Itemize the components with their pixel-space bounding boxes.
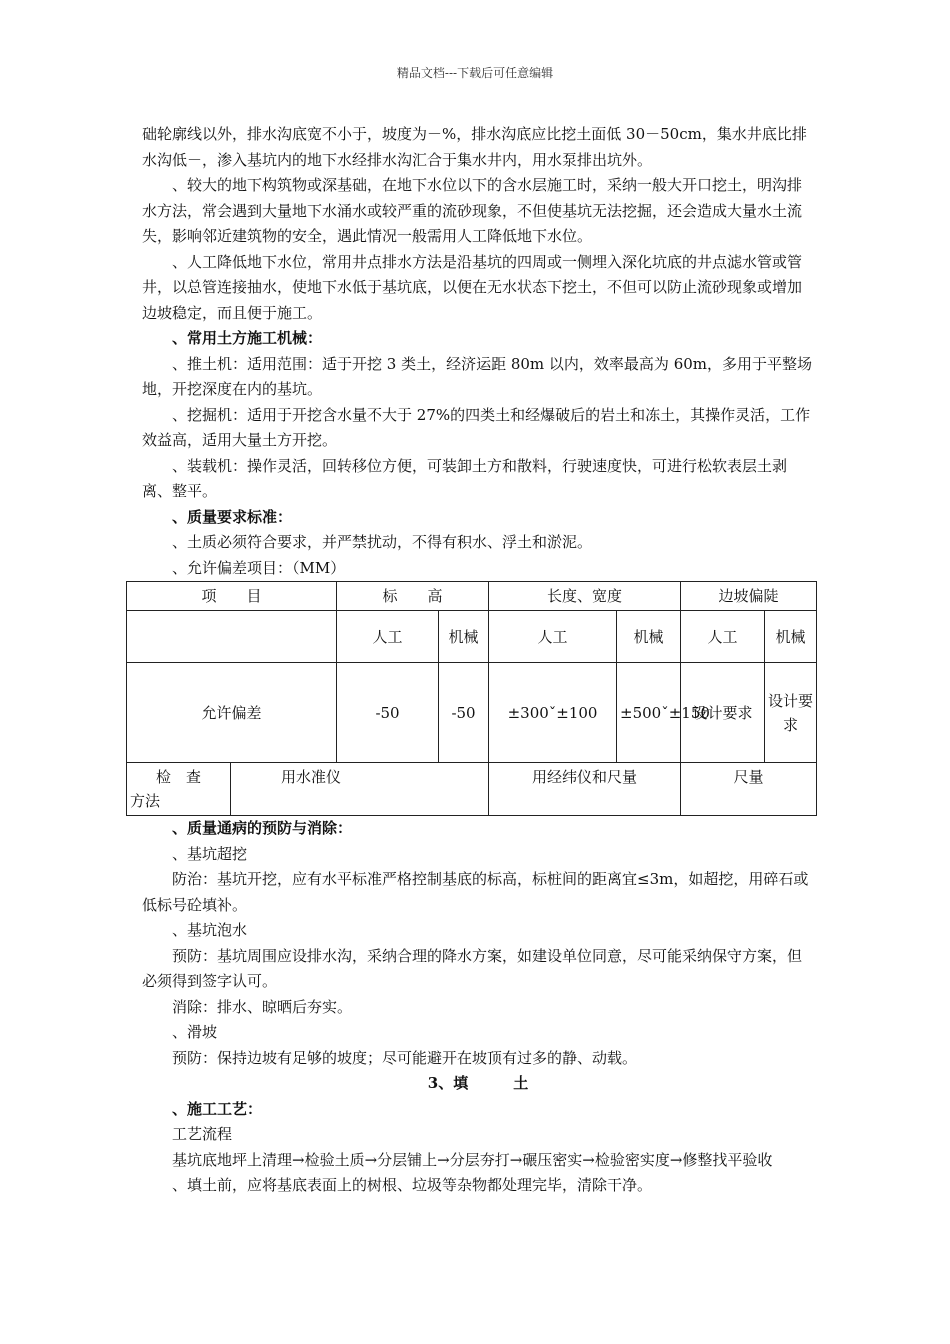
paragraph: 、挖掘机：适用于开挖含水量不大于 27%的四类土和经爆破后的岩土和冻土，其操作灵活，工作效益高，适用大量土方开挖。	[142, 405, 811, 449]
paragraph: 、基坑超挖	[172, 844, 248, 863]
paragraph: 、推土机：适用范围：适于开挖 3 类土，经济运距 80m 以内，效率最高为 60m，多用于平整场地，开挖深度在内的基坑。	[142, 354, 813, 398]
paragraph: 预防：基坑周围应设排水沟，采纳合理的降水方案，如建设单位同意，尽可能采纳保守方案，但必须得到签字认可。	[142, 946, 803, 990]
paragraph: 础轮廓线以外，排水沟底宽不小于，坡度为－%，排水沟底应比挖土面低 30－50cm，集水井底比排水沟低－，渗入基坑内的地下水经排水沟汇合于集水井内，用水泵排出坑外。	[142, 125, 807, 169]
table-subheader-manual: 人工	[489, 611, 617, 663]
table-subheader-manual: 人工	[337, 611, 439, 663]
section-title: 3、填 土	[427, 1074, 529, 1092]
paragraph: 、滑坡	[172, 1023, 218, 1041]
table-cell: -50	[337, 663, 439, 763]
table-subheader-machine: 机械	[617, 611, 681, 663]
table-check-length: 用经纬仪和尺量	[489, 763, 681, 816]
table-header-item: 项 目	[127, 582, 337, 611]
table-header-length-width: 长度、宽度	[489, 582, 681, 611]
paragraph: 、土质必须符合要求，并严禁扰动，不得有积水、浮土和淤泥。	[172, 533, 593, 551]
paragraph: 、填土前，应将基底表面上的树根、垃圾等杂物都处理完毕，清除干净。	[172, 1176, 653, 1194]
section-heading: 、施工工艺：	[172, 1099, 263, 1118]
paragraph: 、基坑泡水	[172, 921, 248, 939]
table-cell: ±300ˇ±100	[489, 663, 617, 763]
paragraph: 、装载机：操作灵活，回转移位方便，可装卸土方和散料，行驶速度快，可进行松软表层土剥离、整平。	[142, 456, 788, 500]
table-cell-empty	[127, 611, 337, 663]
paragraph: 、人工降低地下水位，常用井点排水方法是沿基坑的四周或一侧埋入深化坑底的井点滤水管或管井，以总管连接抽水，使地下水低于基坑底，以便在无水状态下挖土，不但可以防止流砂现象或增加边坡稳定，而且便于施工。	[142, 252, 803, 322]
paragraph: 防治：基坑开挖，应有水平标准严格控制基底的标高，标桩间的距离宜≤3m，如超挖，用碎石或低标号砼填补。	[142, 870, 809, 914]
table-cell: -50	[439, 663, 489, 763]
paragraph: 、较大的地下构筑物或深基础，在地下水位以下的含水层施工时，采纳一般大开口挖土，明沟排水方法，常会遇到大量地下水涌水或较严重的流砂现象，不但使基坑无法挖掘，还会造成大量水土流失，影响邻近建筑物的安全，遇此情况一般需用人工降低地下水位。	[142, 176, 803, 245]
table-cell: 设计要求	[681, 663, 765, 763]
table-row-label: 允许偏差	[127, 663, 337, 763]
table-header-slope: 边坡偏陡	[681, 582, 817, 611]
table-check-elevation: 用水准仪	[231, 763, 489, 816]
tolerance-table	[126, 581, 817, 816]
table-subheader-manual: 人工	[681, 611, 765, 663]
section-heading: 、常用土方施工机械：	[172, 329, 323, 347]
paragraph: 消除：排水、晾晒后夯实。	[172, 997, 353, 1016]
paragraph: 、允许偏差项目：（MM）	[172, 558, 346, 577]
table-check-label	[127, 763, 231, 816]
table-check-slope: 尺量	[681, 763, 817, 816]
table-subheader-machine: 机械	[765, 611, 817, 663]
check-label-line1: 检 查	[155, 768, 201, 786]
page-header: 精品文档---下载后可任意编辑	[396, 66, 554, 80]
document-body	[130, 122, 814, 1199]
table-subheader-machine: 机械	[439, 611, 489, 663]
table-cell: 设计要求	[765, 663, 817, 763]
section-heading: 、质量通病的预防与消除：	[172, 819, 353, 837]
table-header-elevation: 标 高	[337, 582, 489, 611]
paragraph: 工艺流程	[172, 1125, 233, 1143]
paragraph: 基坑底地坪上清理→检验土质→分层铺上→分层夯打→碾压密实→检验密实度→修整找平验收	[172, 1150, 773, 1169]
check-label-line2: 方法	[130, 792, 161, 810]
section-heading: 、质量要求标准：	[172, 507, 293, 526]
paragraph: 预防：保持边坡有足够的坡度；尽可能避开在坡顶有过多的静、动载。	[172, 1048, 638, 1067]
table-cell: ±500ˇ±150	[617, 663, 681, 763]
